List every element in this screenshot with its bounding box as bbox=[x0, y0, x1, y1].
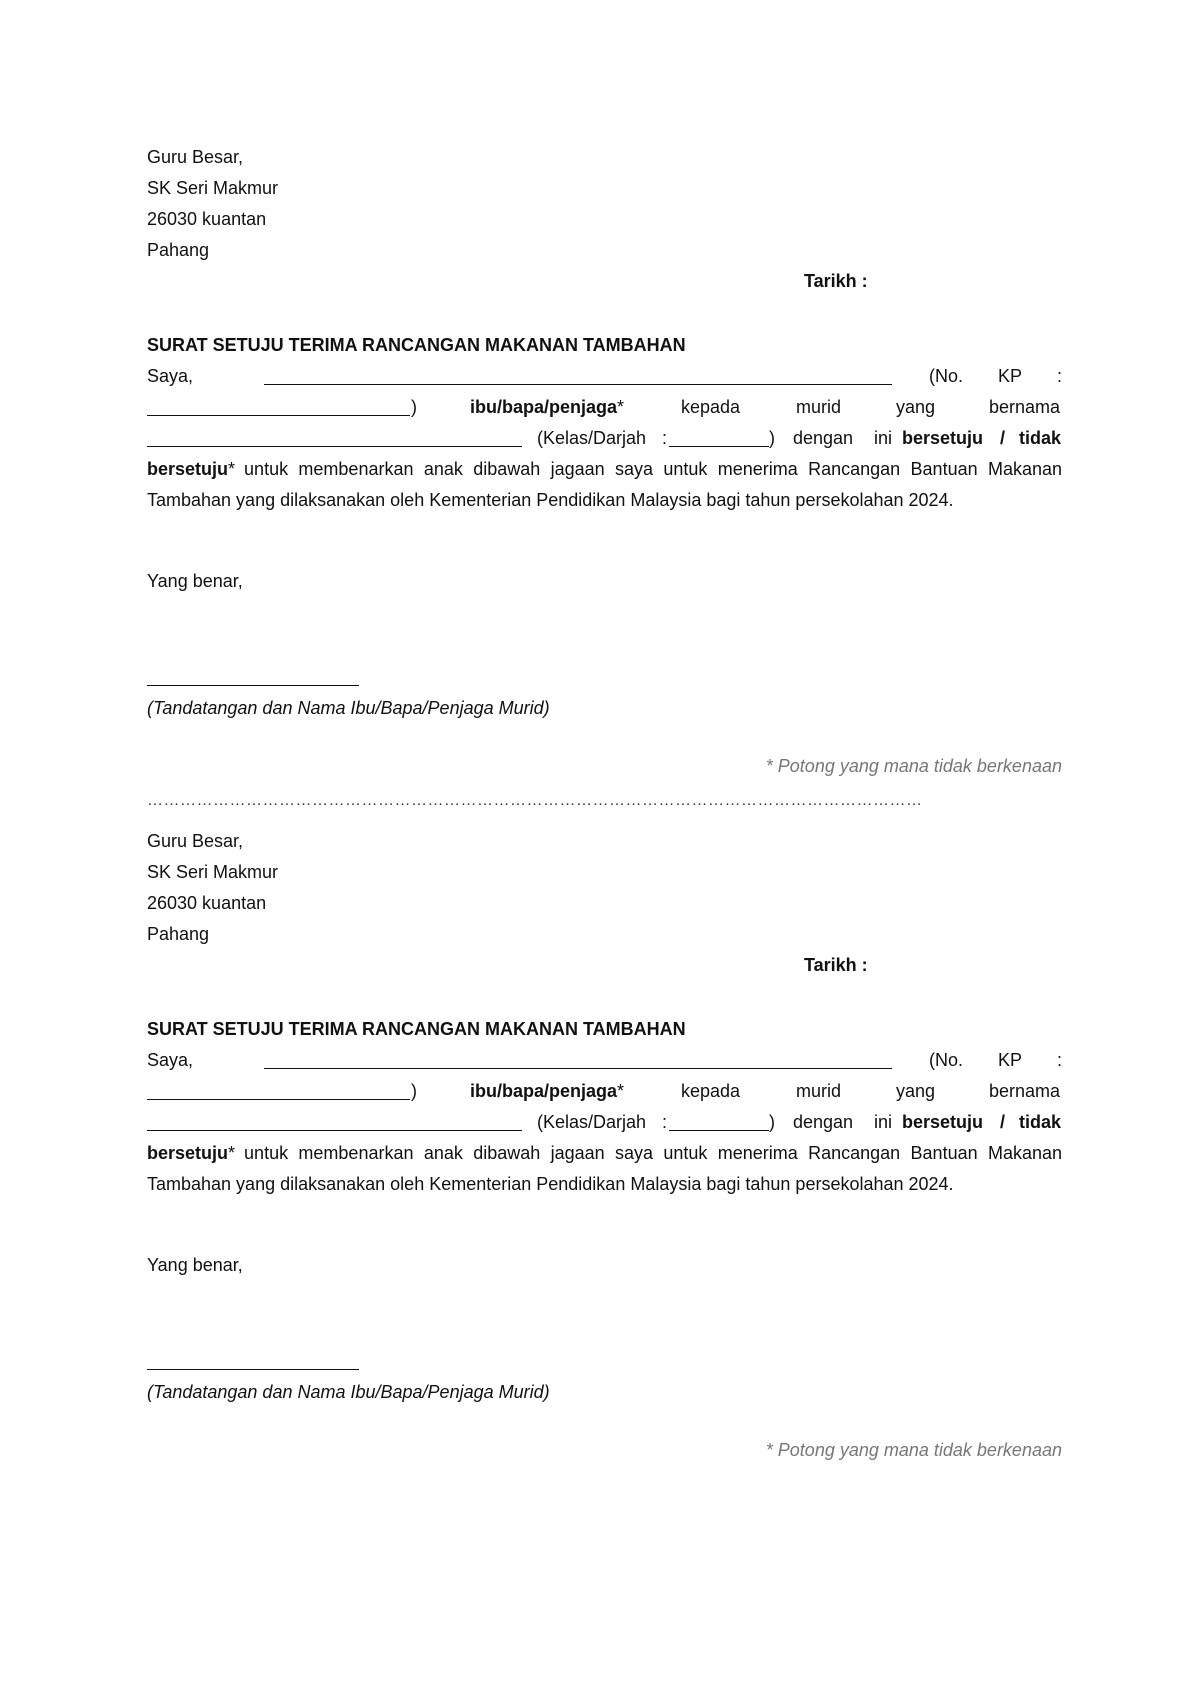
word-tidak: tidak bbox=[1019, 428, 1062, 448]
student-name-blank[interactable] bbox=[147, 446, 522, 447]
address-line: Pahang bbox=[147, 924, 210, 944]
word-dengan: dengan bbox=[793, 428, 854, 448]
colon: : bbox=[662, 428, 668, 448]
ic-number-blank[interactable] bbox=[147, 415, 410, 416]
address-line: Guru Besar, bbox=[147, 147, 244, 167]
word-dengan: dengan bbox=[793, 1112, 854, 1132]
parent-name-blank[interactable] bbox=[264, 1068, 892, 1069]
recipient-address bbox=[147, 142, 1062, 266]
saya-label: Saya, bbox=[147, 366, 194, 386]
asterisk: * bbox=[617, 397, 625, 417]
form-title: SURAT SETUJU TERIMA RANCANGAN MAKANAN TAMBAHAN bbox=[147, 335, 686, 355]
agree-option: bersetuju bbox=[902, 428, 984, 448]
slash: / bbox=[1000, 428, 1006, 448]
disagree-option: bersetuju bbox=[147, 1143, 229, 1163]
recipient-address bbox=[147, 826, 1062, 950]
word-murid: murid bbox=[796, 397, 842, 417]
address-line: 26030 kuantan bbox=[147, 209, 267, 229]
word-bernama: bernama bbox=[989, 397, 1061, 417]
paragraph-text: untuk membenarkan anak dibawah jagaan saya untuk menerima Rancangan Bantuan Makanan bbox=[244, 459, 1062, 479]
signature-caption: (Tandatangan dan Nama Ibu/Bapa/Penjaga Murid) bbox=[147, 1382, 550, 1402]
kp-label: KP bbox=[998, 366, 1023, 386]
asterisk: * bbox=[228, 459, 236, 479]
address-line: 26030 kuantan bbox=[147, 893, 267, 913]
class-label: (Kelas/Darjah bbox=[537, 428, 647, 448]
address-line: SK Seri Makmur bbox=[147, 178, 279, 198]
footnote: * Potong yang mana tidak berkenaan bbox=[765, 1440, 1062, 1460]
ic-number-blank[interactable] bbox=[147, 1099, 410, 1100]
parent-name-blank[interactable] bbox=[264, 384, 892, 385]
word-yang: yang bbox=[896, 397, 936, 417]
signature-line[interactable] bbox=[147, 685, 359, 686]
closing-text: Yang benar, bbox=[147, 571, 243, 591]
class-blank[interactable] bbox=[669, 446, 769, 447]
word-kepada: kepada bbox=[681, 1081, 741, 1101]
ic-no-label: (No. bbox=[929, 1050, 964, 1070]
cut-line: …………………………………………………………………………………………………………………………… bbox=[147, 792, 923, 809]
word-yang: yang bbox=[896, 1081, 936, 1101]
footnote: * Potong yang mana tidak berkenaan bbox=[765, 756, 1062, 776]
slash: / bbox=[1000, 1112, 1006, 1132]
closing-text: Yang benar, bbox=[147, 1255, 243, 1275]
saya-label: Saya, bbox=[147, 1050, 194, 1070]
class-blank[interactable] bbox=[669, 1130, 769, 1131]
colon: : bbox=[1057, 366, 1063, 386]
form-title: SURAT SETUJU TERIMA RANCANGAN MAKANAN TAMBAHAN bbox=[147, 1019, 686, 1039]
asterisk: * bbox=[617, 1081, 625, 1101]
signature-caption: (Tandatangan dan Nama Ibu/Bapa/Penjaga Murid) bbox=[147, 698, 550, 718]
date-label: Tarikh : bbox=[804, 271, 868, 291]
word-kepada: kepada bbox=[681, 397, 741, 417]
class-label: (Kelas/Darjah bbox=[537, 1112, 647, 1132]
disagree-option: bersetuju bbox=[147, 459, 229, 479]
kp-label: KP bbox=[998, 1050, 1023, 1070]
paragraph-text: Tambahan yang dilaksanakan oleh Kementerian Pendidikan Malaysia bagi tahun persekolahan 2024. bbox=[147, 490, 954, 510]
word-ini: ini bbox=[874, 428, 893, 448]
signature-line[interactable] bbox=[147, 1369, 359, 1370]
student-name-blank[interactable] bbox=[147, 1130, 522, 1131]
consent-form-1 bbox=[147, 142, 1062, 792]
colon: : bbox=[1057, 1050, 1063, 1070]
role-text: ibu/bapa/penjaga bbox=[470, 397, 618, 417]
paragraph-text: Tambahan yang dilaksanakan oleh Kementerian Pendidikan Malaysia bagi tahun persekolahan 2024. bbox=[147, 1174, 954, 1194]
role-text: ibu/bapa/penjaga bbox=[470, 1081, 618, 1101]
close-paren: ) bbox=[769, 428, 775, 448]
consent-paragraph bbox=[147, 1045, 1062, 1200]
close-paren: ) bbox=[411, 397, 417, 417]
consent-form-2 bbox=[147, 826, 1062, 1476]
ic-no-label: (No. bbox=[929, 366, 964, 386]
word-tidak: tidak bbox=[1019, 1112, 1062, 1132]
close-paren: ) bbox=[411, 1081, 417, 1101]
address-line: Pahang bbox=[147, 240, 210, 260]
word-bernama: bernama bbox=[989, 1081, 1061, 1101]
close-paren: ) bbox=[769, 1112, 775, 1132]
asterisk: * bbox=[228, 1143, 236, 1163]
consent-paragraph bbox=[147, 361, 1062, 516]
address-line: Guru Besar, bbox=[147, 831, 244, 851]
agree-option: bersetuju bbox=[902, 1112, 984, 1132]
colon: : bbox=[662, 1112, 668, 1132]
address-line: SK Seri Makmur bbox=[147, 862, 279, 882]
word-murid: murid bbox=[796, 1081, 842, 1101]
date-label: Tarikh : bbox=[804, 955, 868, 975]
word-ini: ini bbox=[874, 1112, 893, 1132]
paragraph-text: untuk membenarkan anak dibawah jagaan saya untuk menerima Rancangan Bantuan Makanan bbox=[244, 1143, 1062, 1163]
